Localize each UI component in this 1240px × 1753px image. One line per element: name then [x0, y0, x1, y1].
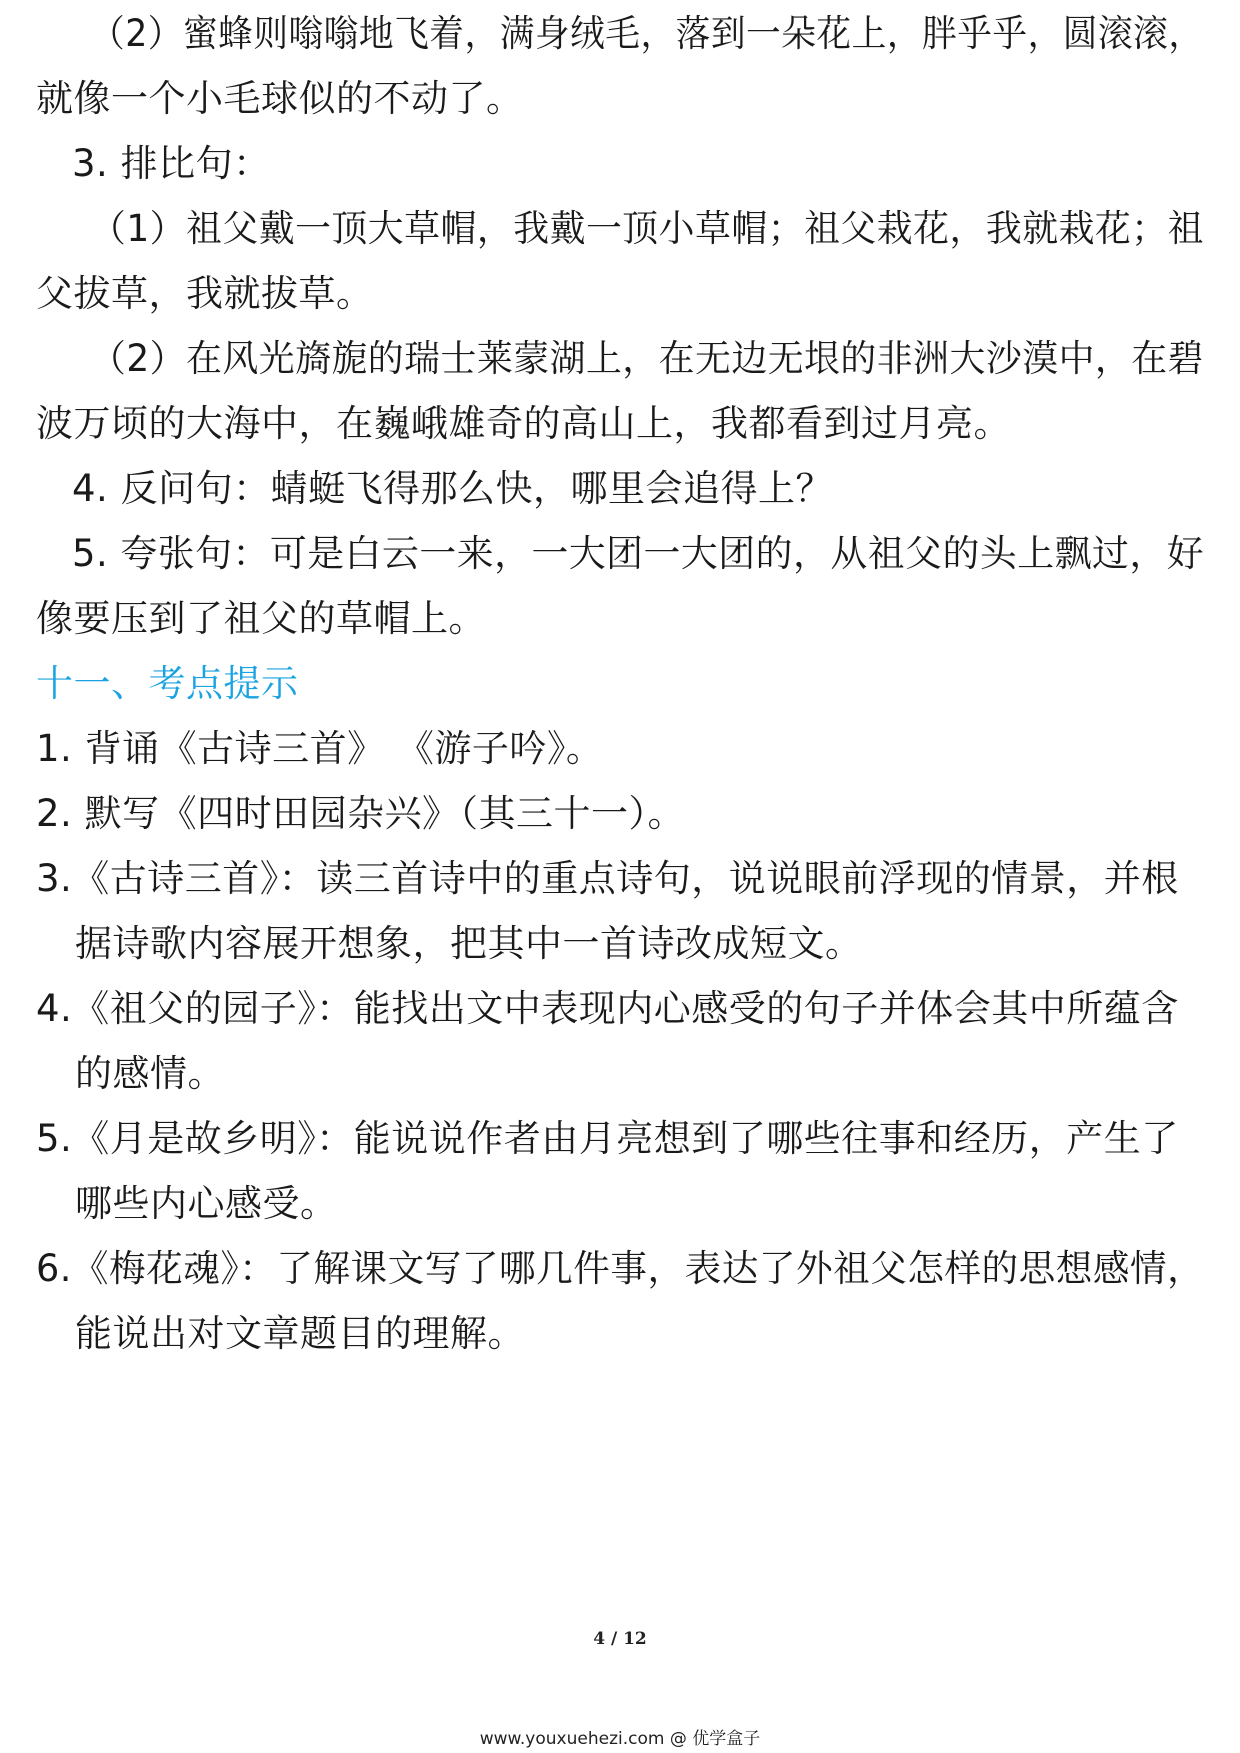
exam-point-item-continuation: 据诗歌内容展开想象，把其中一首诗改成短文。	[75, 922, 863, 965]
rhetoric-example-line: 就像一个小毛球似的不动了。	[36, 77, 524, 120]
exam-point-item-continuation: 的感情。	[75, 1052, 225, 1095]
exam-point-item: 5.《月是故乡明》：能说说作者由月亮想到了哪些往事和经历，产生了	[36, 1117, 1179, 1160]
site-watermark: www.youxuehezi.com @ 优学盒子	[479, 1729, 761, 1749]
rhetoric-example-line: （2）蜜蜂则嗡嗡地飞着，满身绒毛，落到一朵花上，胖乎乎，圆滚滚，	[90, 12, 1204, 55]
rhetoric-example-line: 父拔草，我就拔草。	[36, 272, 374, 315]
exam-point-item: 4.《祖父的园子》：能找出文中表现内心感受的句子并体会其中所蕴含	[36, 987, 1179, 1030]
exam-point-item: 6.《梅花魂》：了解课文写了哪几件事，表达了外祖父怎样的思想感情，	[36, 1247, 1205, 1290]
item-line: 像要压到了祖父的草帽上。	[36, 597, 486, 640]
rhetoric-example-line: 波万顷的大海中，在巍峨雄奇的高山上，我都看到过月亮。	[36, 402, 1011, 445]
exam-point-item-continuation: 哪些内心感受。	[75, 1182, 338, 1225]
exam-point-item: 3.《古诗三首》：读三首诗中的重点诗句，说说眼前浮现的情景，并根	[36, 857, 1179, 900]
item-line: 4. 反问句：蜻蜓飞得那么快，哪里会追得上？	[72, 467, 834, 510]
rhetoric-example-line: （2）在风光旖旎的瑞士莱蒙湖上，在无边无垠的非洲大沙漠中，在碧	[90, 337, 1205, 380]
rhetoric-example-line: （1）祖父戴一顶大草帽，我戴一顶小草帽；祖父栽花，我就栽花；祖	[90, 207, 1205, 250]
exam-point-item: 2. 默写《四时田园杂兴》（其三十一）。	[36, 792, 686, 835]
item-line: 5. 夸张句：可是白云一来，一大团一大团的，从祖父的头上飘过，好	[72, 532, 1205, 575]
exam-point-item-continuation: 能说出对文章题目的理解。	[75, 1312, 525, 1355]
section-heading: 十一、考点提示	[36, 662, 299, 705]
exam-point-item: 1. 背诵《古诗三首》 《游子吟》。	[36, 727, 604, 770]
item-heading: 3. 排比句：	[72, 142, 271, 185]
page-number: 4 / 12	[593, 1629, 647, 1649]
